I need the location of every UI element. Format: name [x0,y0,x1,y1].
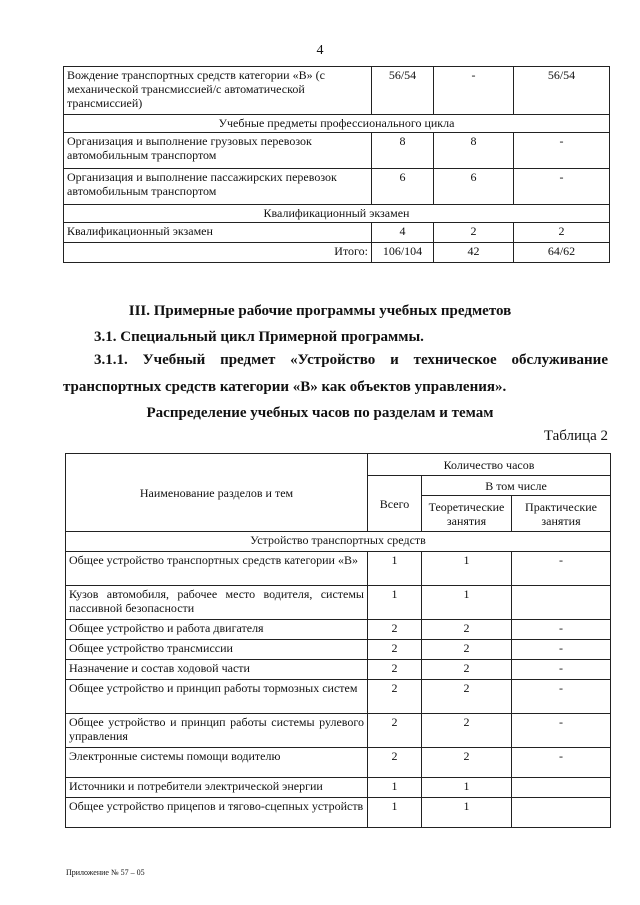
hours-total: 2 [368,714,422,748]
hours-practice: - [512,620,611,640]
topic-name: Электронные системы помощи водителю [66,748,368,778]
hours-practice [512,586,611,620]
table-row [66,680,611,714]
hours-practice: - [512,714,611,748]
table-row [66,798,611,828]
hours-total: 6 [372,169,434,205]
hours-practice [512,778,611,798]
table-row [66,748,611,778]
hours-theory: 2 [422,748,512,778]
subsection-311-heading-line1: 3.1.1. Учебный предмет «Устройство и техническое обслуживание [94,352,608,368]
topic-name: Общее устройство и принцип работы системы рулевого управления [66,714,368,748]
topic-name: Назначение и состав ходовой части [66,660,368,680]
curriculum-table-continued [63,66,610,263]
section-title: Квалификационный экзамен [64,205,610,223]
hours-total: 2 [368,640,422,660]
table-section-row [64,115,610,133]
table-row [66,714,611,748]
table-section-row [64,205,610,223]
hours-theory: 1 [422,586,512,620]
hours-total: 2 [368,680,422,714]
subsection-311-heading-line2: транспортных средств категории «В» как объектов управления». [63,379,507,395]
hours-theory: 1 [422,552,512,586]
table-row [64,67,610,115]
hours-total: 2 [368,620,422,640]
subject-name: Квалификационный экзамен [64,223,372,243]
hours-total: 8 [372,133,434,169]
hours-practice: - [514,169,610,205]
hours-practice: - [514,133,610,169]
hours-total: 2 [368,748,422,778]
hours-total: 56/54 [372,67,434,115]
hours-practice: - [512,552,611,586]
table-row [64,133,610,169]
hours-total: 1 [368,586,422,620]
hours-practice: - [512,640,611,660]
hours-practice: 56/54 [514,67,610,115]
table-row [64,223,610,243]
header-practice: Практические занятия [512,496,611,532]
hours-theory: 42 [434,243,514,263]
table-row [66,778,611,798]
distribution-heading: Распределение учебных часов по разделам и темам [146,405,494,421]
table-row [66,640,611,660]
topic-name: Общее устройство трансмиссии [66,640,368,660]
subject-name: Вождение транспортных средств категории «В» (с механической трансмиссией/с автоматической трансмиссией) [64,67,372,115]
subject-name: Организация и выполнение пассажирских перевозок автомобильным транспортом [64,169,372,205]
subject-name: Организация и выполнение грузовых перевозок автомобильным транспортом [64,133,372,169]
hours-theory: 2 [422,680,512,714]
hours-theory: 2 [434,223,514,243]
hours-theory: 2 [422,660,512,680]
section-iii-heading: III. Примерные рабочие программы учебных предметов [128,303,512,319]
page-number: 4 [316,43,324,58]
hours-theory: - [434,67,514,115]
hours-theory: 2 [422,620,512,640]
hours-theory: 1 [422,778,512,798]
hours-practice: - [512,748,611,778]
hours-practice: 2 [514,223,610,243]
hours-practice: - [512,660,611,680]
section-title: Учебные предметы профессионального цикла [64,115,610,133]
topic-name: Общее устройство и работа двигателя [66,620,368,640]
topic-name: Кузов автомобиля, рабочее место водителя, системы пассивной безопасности [66,586,368,620]
hours-practice: - [512,680,611,714]
hours-total: 1 [368,798,422,828]
header-name-column: Наименование разделов и тем [66,454,368,532]
header-total: Всего [368,476,422,532]
table-caption: Таблица 2 [543,428,608,444]
table-row [64,169,610,205]
table-row [66,660,611,680]
hours-total: 2 [368,660,422,680]
header-hours: Количество часов [368,454,611,476]
hours-total: 4 [372,223,434,243]
table-row [66,552,611,586]
hours-distribution-table [65,453,611,828]
hours-practice: 64/62 [514,243,610,263]
topic-name: Общее устройство прицепов и тягово-сцепных устройств [66,798,368,828]
table-row [66,586,611,620]
hours-practice [512,798,611,828]
topic-name: Общее устройство транспортных средств категории «В» [66,552,368,586]
table-row [66,620,611,640]
header-including: В том числе [422,476,611,496]
total-label: Итого: [64,243,372,263]
hours-theory: 2 [422,640,512,660]
section-row-title: Устройство транспортных средств [66,532,611,552]
hours-theory: 6 [434,169,514,205]
header-theory: Теоретические занятия [422,496,512,532]
footer-note: Приложение № 57 – 05 [66,868,145,877]
topic-name: Источники и потребители электрической энергии [66,778,368,798]
hours-total: 106/104 [372,243,434,263]
table-row [64,243,610,263]
subsection-31-heading: 3.1. Специальный цикл Примерной программы. [94,329,424,345]
hours-total: 1 [368,778,422,798]
hours-theory: 1 [422,798,512,828]
hours-theory: 2 [422,714,512,748]
hours-theory: 8 [434,133,514,169]
hours-total: 1 [368,552,422,586]
topic-name: Общее устройство и принцип работы тормозных систем [66,680,368,714]
